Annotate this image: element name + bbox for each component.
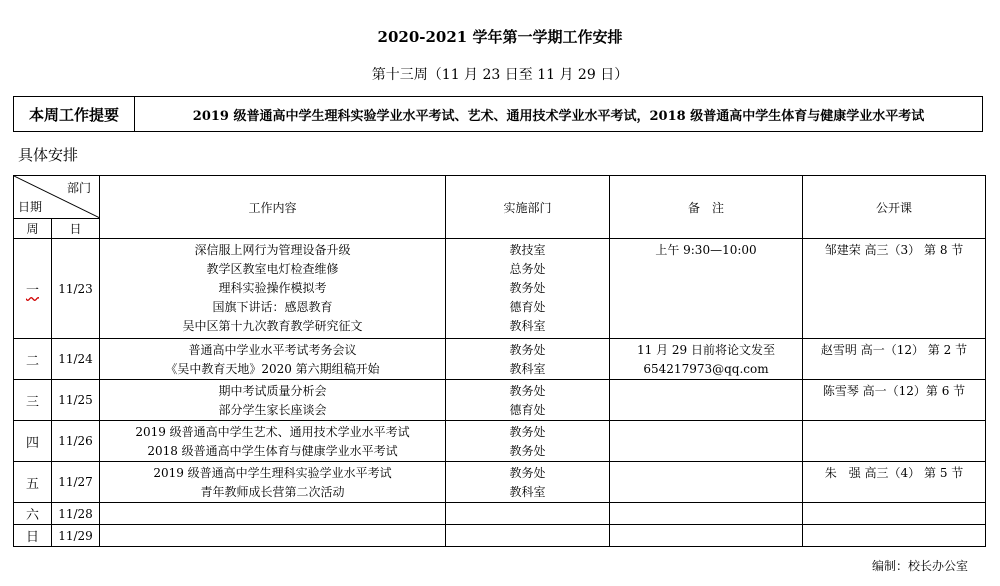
date-cell: 11/24 xyxy=(52,339,100,380)
open-class-header: 公开课 xyxy=(803,176,986,239)
note-cell xyxy=(610,380,803,421)
dept-cell xyxy=(446,462,610,503)
table-row xyxy=(14,503,986,525)
dept-line: 德育处 xyxy=(509,403,546,417)
note-header: 备 注 xyxy=(610,176,803,239)
work-line: 部分学生家长座谈会 xyxy=(218,403,327,417)
open-line: 陈雪琴 高一（12）第 6 节 xyxy=(822,384,966,398)
open-cell xyxy=(803,339,986,380)
weekday-cell: 六 xyxy=(14,503,52,525)
note-line: 上午 9:30—10:00 xyxy=(655,243,757,257)
table-row xyxy=(14,525,986,547)
open-line: 邹建荣 高三（3） 第 8 节 xyxy=(824,243,964,257)
work-cell xyxy=(100,503,446,525)
work-header: 工作内容 xyxy=(100,176,446,239)
date-cell: 11/28 xyxy=(52,503,100,525)
dept-header: 实施部门 xyxy=(446,176,610,239)
dept-line: 教科室 xyxy=(509,485,546,499)
footer-credit: 编制：校长办公室 xyxy=(871,559,968,573)
day-col-header: 日 xyxy=(52,219,100,239)
note-cell xyxy=(610,421,803,462)
note-cell xyxy=(610,462,803,503)
note-cell xyxy=(610,239,803,339)
work-line: 普通高中学业水平考试考务会议 xyxy=(188,343,357,357)
table-row xyxy=(14,462,986,503)
open-cell xyxy=(803,380,986,421)
weekly-summary xyxy=(13,96,983,132)
dept-line: 教务处 xyxy=(509,343,546,357)
work-line: 国旗下讲话：感恩教育 xyxy=(212,300,333,314)
weekday-cell: 日 xyxy=(14,525,52,547)
dept-line: 教科室 xyxy=(509,319,546,333)
section-label: 具体安排 xyxy=(18,146,79,164)
week-subtitle: 第十三周（11 月 23 日至 11 月 29 日） xyxy=(371,67,629,83)
work-line: 期中考试质量分析会 xyxy=(218,384,327,398)
table-row xyxy=(14,380,986,421)
work-cell xyxy=(100,339,446,380)
dept-line: 教技室 xyxy=(509,243,546,257)
dept-line: 教务处 xyxy=(509,466,546,480)
note-cell xyxy=(610,503,803,525)
dept-line: 德育处 xyxy=(509,300,546,314)
work-line: 2019 级普通高中学生理科实验学业水平考试 xyxy=(153,466,392,480)
schedule-table xyxy=(13,175,986,547)
open-cell xyxy=(803,525,986,547)
dept-cell xyxy=(446,380,610,421)
open-line: 朱 强 高三（4） 第 5 节 xyxy=(824,466,964,480)
dept-line: 教务处 xyxy=(509,444,546,458)
work-line: 教学区教室电灯检查维修 xyxy=(206,262,339,276)
dept-line: 教科室 xyxy=(509,362,546,376)
weekday-cell: 二 xyxy=(14,339,52,380)
note-line: 11 月 29 日前将论文发至 xyxy=(637,343,775,357)
work-line: 理科实验操作模拟考 xyxy=(218,281,327,295)
weekday-cell: 四 xyxy=(14,421,52,462)
date-cell: 11/29 xyxy=(52,525,100,547)
open-cell xyxy=(803,239,986,339)
work-line: 吴中区第十九次教育教学研究征文 xyxy=(182,319,363,333)
table-row xyxy=(14,421,986,462)
work-line: 深信服上网行为管理设备升级 xyxy=(194,243,351,257)
note-line: 654217973@qq.com xyxy=(643,362,769,376)
work-cell xyxy=(100,239,446,339)
date-cell: 11/26 xyxy=(52,421,100,462)
page-title: 2020-2021 学年第一学期工作安排 xyxy=(377,28,623,46)
work-cell xyxy=(100,462,446,503)
work-line: 《吴中教育天地》2020 第六期组稿开始 xyxy=(165,362,380,376)
table-row xyxy=(14,339,986,380)
table-row xyxy=(14,239,986,339)
dept-cell xyxy=(446,339,610,380)
dept-corner-label: 部门 xyxy=(66,181,91,195)
dept-cell xyxy=(446,525,610,547)
dept-cell xyxy=(446,503,610,525)
dept-line: 教务处 xyxy=(509,281,546,295)
work-line: 2019 级普通高中学生艺术、通用技术学业水平考试 xyxy=(135,425,410,439)
work-cell xyxy=(100,525,446,547)
dept-line: 教务处 xyxy=(509,425,546,439)
open-cell xyxy=(803,503,986,525)
work-line: 青年教师成长营第二次活动 xyxy=(200,485,345,499)
summary-label: 本周工作提要 xyxy=(14,97,135,131)
work-cell xyxy=(100,380,446,421)
weekday-cell: 三 xyxy=(14,380,52,421)
note-cell xyxy=(610,525,803,547)
date-cell: 11/27 xyxy=(52,462,100,503)
dept-line: 总务处 xyxy=(509,262,546,276)
diagonal-header-cell xyxy=(14,176,100,219)
summary-content: 2019 级普通高中学生理科实验学业水平考试、艺术、通用技术学业水平考试，2018 级普通高中学生体育与健康学业水平考试 xyxy=(192,108,925,124)
dept-cell xyxy=(446,421,610,462)
open-line: 赵雪明 高一（12） 第 2 节 xyxy=(820,343,968,357)
dept-cell xyxy=(446,239,610,339)
date-cell: 11/25 xyxy=(52,380,100,421)
work-line: 2018 级普通高中学生体育与健康学业水平考试 xyxy=(147,444,398,458)
weekday-cell: 五 xyxy=(14,462,52,503)
open-cell xyxy=(803,462,986,503)
week-col-header: 周 xyxy=(14,219,52,239)
work-cell xyxy=(100,421,446,462)
open-cell xyxy=(803,421,986,462)
weekday-cell: 一 xyxy=(14,239,52,339)
date-cell: 11/23 xyxy=(52,239,100,339)
date-corner-label: 日期 xyxy=(18,200,43,214)
dept-line: 教务处 xyxy=(509,384,546,398)
note-cell xyxy=(610,339,803,380)
